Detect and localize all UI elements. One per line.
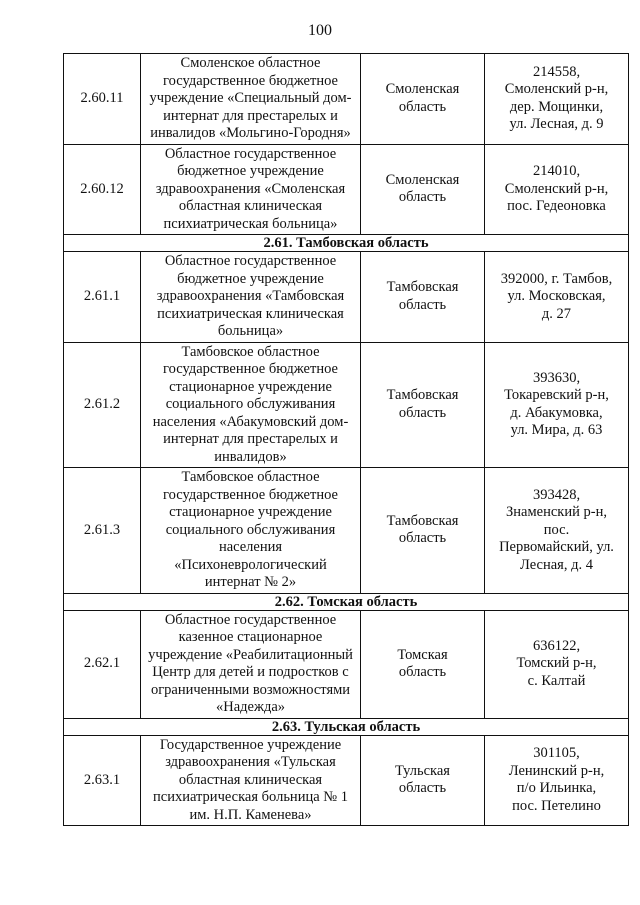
institution-name: Областное государственное бюджетное учреждение здравоохранения «Смоленская областная клиническая психиатрическая больница» [141, 144, 361, 235]
region-name: Тамбовская область [361, 252, 485, 343]
institution-name: Смоленское областное государственное бюджетное учреждение «Специальный дом- интернат для престарелых и инвалидов «Мольгино-Городня» [141, 54, 361, 145]
page-number: 100 [308, 22, 332, 39]
region-name: Тамбовская область [361, 468, 485, 594]
entry-number: 2.61.1 [64, 252, 141, 343]
table-row [64, 610, 629, 718]
entry-number: 2.61.2 [64, 342, 141, 468]
table-row [64, 468, 629, 594]
entry-number: 2.60.12 [64, 144, 141, 235]
institution-address: 214010, Смоленский р-н, пос. Гедеоновка [485, 144, 629, 235]
table-row [64, 342, 629, 468]
section-header-row [64, 718, 629, 735]
entry-number: 2.63.1 [64, 735, 141, 826]
region-name: Тульская область [361, 735, 485, 826]
institution-name: Тамбовское областное государственное бюджетное стационарное учреждение социального обслуживания населения «Психоневрологический интернат № 2» [141, 468, 361, 594]
region-name: Смоленская область [361, 54, 485, 145]
region-name: Тамбовская область [361, 342, 485, 468]
institution-address: 393630, Токаревский р-н, д. Абакумовка, ул. Мира, д. 63 [485, 342, 629, 468]
institution-name: Тамбовское областное государственное бюджетное стационарное учреждение социального обслуживания населения «Абакумовский дом- интернат для престарелых и инвалидов» [141, 342, 361, 468]
table-row [64, 144, 629, 235]
table-row [64, 735, 629, 826]
institution-address: 392000, г. Тамбов, ул. Московская, д. 27 [485, 252, 629, 343]
entry-number: 2.61.3 [64, 468, 141, 594]
institution-address: 214558, Смоленский р-н, дер. Мощинки, ул. Лесная, д. 9 [485, 54, 629, 145]
institution-address: 393428, Знаменский р-н, пос. Первомайский, ул. Лесная, д. 4 [485, 468, 629, 594]
section-title: 2.61. Тамбовская область [64, 235, 629, 252]
institution-name: Государственное учреждение здравоохранения «Тульская областная клиническая психиатрическая больница № 1 им. Н.П. Каменева» [141, 735, 361, 826]
table-row [64, 252, 629, 343]
institution-address: 301105, Ленинский р-н, п/о Ильинка, пос. Петелино [485, 735, 629, 826]
table-body [64, 54, 629, 826]
institution-name: Областное государственное бюджетное учреждение здравоохранения «Тамбовская психиатрическая клиническая больница» [141, 252, 361, 343]
region-name: Томская область [361, 610, 485, 718]
entry-number: 2.60.11 [64, 54, 141, 145]
institution-name: Областное государственное казенное стационарное учреждение «Реабилитационный Центр для детей и подростков с ограниченными возможностями «Надежда» [141, 610, 361, 718]
institutions-table [63, 53, 629, 826]
entry-number: 2.62.1 [64, 610, 141, 718]
section-header-row [64, 593, 629, 610]
section-title: 2.62. Томская область [64, 593, 629, 610]
section-title: 2.63. Тульская область [64, 718, 629, 735]
institution-address: 636122, Томский р-н, с. Калтай [485, 610, 629, 718]
table-row [64, 54, 629, 145]
region-name: Смоленская область [361, 144, 485, 235]
section-header-row [64, 235, 629, 252]
